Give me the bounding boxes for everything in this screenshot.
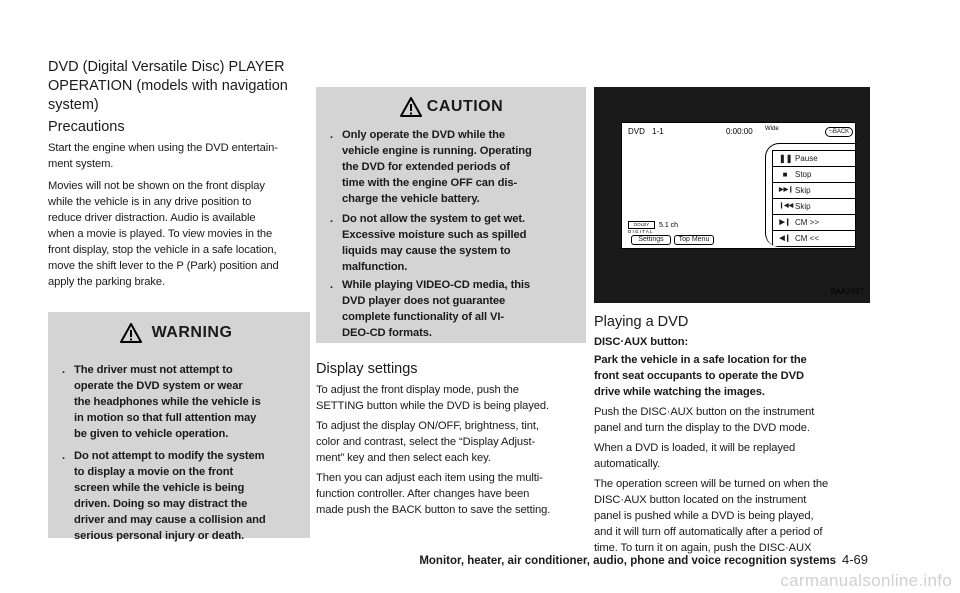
paragraph: Movies will not be shown on the front display while the vehicle is in any drive position to reduce driver distraction. Audio is available when a movie is played. To view movies in the front display, stop the vehicle in a safe location, move the shift lever to the P (Park) position and apply the parking brake. [48,180,279,288]
disc-aux-label: DISC·AUX button: [594,336,689,348]
playing-heading: Playing a DVD [594,314,689,330]
settings-button[interactable]: Settings [631,235,671,245]
skip-forward-icon: ▶▶❙ [779,187,794,193]
mode-label: Wide [765,126,779,132]
dvd-screen-figure [594,87,870,303]
skip-forward-button[interactable]: ▶▶❙ Skip [772,182,857,199]
bold-instruction: Park the vehicle in a safe location for the front seat occupants to operate the DVD drive while watching the images. [594,354,807,398]
paragraph: Start the engine when using the DVD entertain- ment system. [48,142,278,170]
paragraph: To adjust the display ON/OFF, brightness, tint, color and contrast, select the “Display Adjust- ment” key and then select each key. [316,420,539,464]
watermark: carmanualsonline.info [780,571,952,590]
warning-item: . The driver must not attempt to operate the DVD system or wear the headphones while the vehicle is in motion so that full attention may be given to vehicle operation. [62,364,261,440]
cm-back-button[interactable]: ◀❙ CM << [772,230,857,247]
stop-icon: ■ [782,170,788,179]
caution-title: CAUTION [426,98,504,115]
skip-back-icon: ❙◀◀ [779,203,794,209]
footer-section-title: Monitor, heater, air conditioner, audio, phone and voice recognition systems [419,555,836,567]
time-label: 0:00:00 [726,127,753,136]
caution-item: . While playing VIDEO-CD media, this DVD player does not guarantee complete functionality of all VI- DEO-CD formats. [330,279,531,339]
figure-caption: SAA2497 [830,287,864,296]
warning-title: WARNING [151,324,233,341]
skip-back-button[interactable]: ❙◀◀ Skip [772,198,857,215]
cm-back-icon: ◀❙ [779,235,791,242]
paragraph: Push the DISC·AUX button on the instrument panel and turn the display to the DVD mode. [594,406,815,434]
paragraph: When a DVD is loaded, it will be replayed automatically. [594,442,796,470]
page-footer [388,552,868,567]
top-menu-button[interactable]: Top Menu [674,235,714,245]
dvd-label: DVD [628,127,645,136]
caution-item: . Do not allow the system to get wet. Excessive moisture such as spilled liquids may cause the system to malfunction. [330,213,527,273]
channels-label: 5.1 ch [659,222,679,229]
display-settings-heading: Display settings [316,361,418,377]
cm-forward-button[interactable]: ▶❙ CM >> [772,214,857,231]
cm-forward-icon: ▶❙ [779,219,791,226]
precautions-heading: Precautions [48,119,125,135]
pause-button[interactable]: ❚❚ Pause [772,150,857,167]
dolby-logo: DOLBY [628,221,655,229]
pause-icon: ❚❚ [779,154,793,163]
section-heading: DVD (Digital Versatile Disc) PLAYER OPERATION (models with navigation system) [48,59,288,113]
page-number: 4-69 [841,552,868,567]
warning-item: . Do not attempt to modify the system to display a movie on the front screen while the vehicle is being driven. Doing so may distract the driver and may cause a collision and serious personal injury or death. [62,450,266,542]
chapter-label: 1-1 [652,127,664,136]
back-button[interactable]: ⮌BACK [825,127,853,137]
warning-box [48,312,310,542]
dvd-operation-screen [621,122,856,249]
paragraph: Then you can adjust each item using the multi- function controller. After changes have been made push the BACK button to save the setting. [316,472,551,516]
paragraph: The operation screen will be turned on when the DISC·AUX button located on the instrument panel is pushed while a DVD is being played, and it will turn off automatically after a period of time. To turn it on again, push the DISC·AUX [594,478,829,554]
playback-menu [765,143,857,247]
dolby-digital-label: D I G I T A L [628,229,653,234]
stop-button[interactable]: ■ Stop [772,166,857,183]
paragraph: To adjust the front display mode, push the SETTING button while the DVD is being played. [316,384,550,412]
caution-box [316,87,586,343]
caution-item: . Only operate the DVD while the vehicle engine is running. Operating the DVD for extended periods of time with the engine OFF can dis- charge the vehicle battery. [330,129,532,205]
